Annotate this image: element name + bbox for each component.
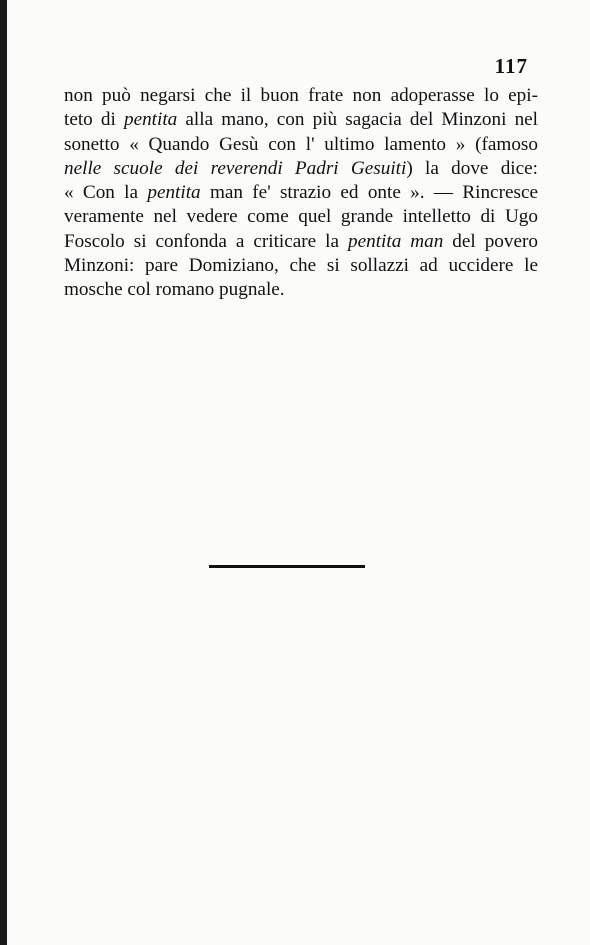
text-segment: del povero [443, 230, 538, 252]
page-binding-edge [0, 0, 7, 945]
text-segment: teto di [64, 109, 124, 131]
section-end-rule [209, 565, 365, 568]
text-segment: man fe' strazio ed onte ». — Rincresce [200, 182, 538, 204]
text-line [64, 205, 538, 229]
text-line [64, 254, 538, 278]
text-segment: veramente nel vedere come quel grande intelletto di Ugo [64, 206, 538, 228]
italic-text: nelle scuole dei reverendi Padri Gesuiti [64, 157, 407, 179]
text-segment: « Con la [64, 182, 148, 204]
text-segment: sonetto « Quando Gesù con l' ultimo lamento » (famoso [64, 133, 538, 155]
text-line [64, 157, 538, 181]
text-line [64, 133, 538, 157]
text-line [64, 230, 538, 254]
italic-text: pentita man [348, 230, 444, 252]
italic-text: pentita [147, 182, 201, 204]
text-segment: Minzoni: pare Domiziano, che si sollazzi ad uccidere le [64, 255, 538, 277]
text-segment: mosche col romano pugnale. [64, 279, 285, 301]
text-segment: non può negarsi che il buon frate non adoperasse lo epi- [64, 85, 538, 106]
text-segment: ) la dove dice: [406, 157, 538, 179]
text-line [64, 84, 538, 108]
page-number: 117 [494, 54, 528, 78]
body-text [64, 84, 538, 303]
text-segment: alla mano, con più sagacia del Minzoni nel [177, 109, 539, 131]
text-line [64, 181, 538, 205]
text-line [64, 108, 538, 132]
text-segment: Foscolo si confonda a criticare la [64, 230, 348, 252]
text-line [64, 278, 538, 302]
italic-text: pentita [123, 109, 178, 131]
